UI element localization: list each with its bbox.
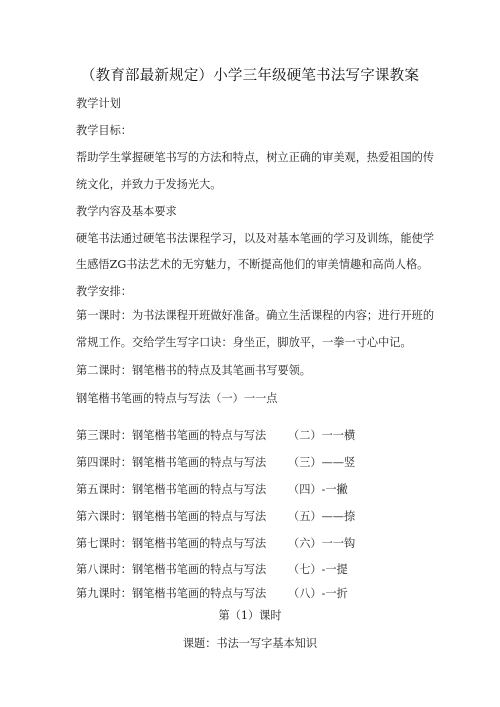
stroke-intro: 钢笔楷书笔画的特点与写法（一）一一点 xyxy=(76,392,278,405)
lesson-row xyxy=(76,456,355,470)
lesson-1-line-1: 第一课时：为书法课程开班做好准备。确立生活课程的内容；进行开班的 xyxy=(76,309,435,322)
content-text-line-1: 硬笔书法通过硬笔书法课程学习，以及对基本笔画的学习及训练，能使学 xyxy=(76,232,435,245)
lesson-topic: 第八课时：钢笔楷书笔画的特点与写法 xyxy=(76,563,267,576)
arrangement-heading: 教学安排： xyxy=(76,285,132,298)
lesson-topic: 第七课时：钢笔楷书笔画的特点与写法 xyxy=(76,537,267,550)
lesson-stroke: （二）一一横 xyxy=(288,429,356,442)
lesson-topic: 第四课时：钢笔楷书笔画的特点与写法 xyxy=(76,456,267,469)
lesson-topic: 第六课时：钢笔楷书笔画的特点与写法 xyxy=(76,510,267,523)
lesson-row xyxy=(76,537,355,551)
session-topic: 课题：书法一写字基本知识 xyxy=(182,637,318,650)
lesson-2: 第二课时：钢笔楷书的特点及其笔画书写要领。 xyxy=(76,364,311,377)
lesson-row xyxy=(76,510,355,524)
lesson-topic: 第九课时：钢笔楷书笔画的特点与写法 xyxy=(76,587,267,600)
lesson-row xyxy=(76,483,348,497)
content-heading: 教学内容及基本要求 xyxy=(76,205,177,218)
lesson-stroke: （五）——捺 xyxy=(288,510,356,523)
lesson-1-line-2: 常规工作。交给学生写字口诀：身坐正，脚放平，一拳一寸心中记。 xyxy=(76,336,412,349)
lesson-stroke: （七）-一提 xyxy=(288,563,348,576)
session-label: 第（1）课时 xyxy=(218,609,282,622)
lesson-topic: 第三课时：钢笔楷书笔画的特点与写法 xyxy=(76,429,267,442)
plan-heading: 教学计划 xyxy=(76,97,121,110)
lesson-stroke: （八）-一折 xyxy=(288,587,348,600)
lesson-stroke: （四）-一撇 xyxy=(288,483,348,496)
lesson-stroke: （六）一一钩 xyxy=(288,537,356,550)
lesson-topic: 第五课时：钢笔楷书笔画的特点与写法 xyxy=(76,483,267,496)
lesson-stroke: （三）——竖 xyxy=(288,456,356,469)
content-text-line-2: 生感悟ZG书法艺术的无穷魅力，不断提高他们的审美情趣和高尚人格。 xyxy=(76,258,429,271)
lesson-row xyxy=(76,563,348,577)
goal-text-line-2: 统文化，并致力于发扬光大。 xyxy=(76,178,222,191)
lesson-row xyxy=(76,587,348,601)
lesson-row xyxy=(76,429,355,443)
goal-text-line-1: 帮助学生掌握硬笔书写的方法和特点，树立正确的审美观，热爱祖国的传 xyxy=(76,151,435,164)
goal-heading: 教学目标： xyxy=(76,124,132,137)
document-title: （教育部最新规定）小学三年级硬笔书法写字课教案 xyxy=(80,68,420,84)
